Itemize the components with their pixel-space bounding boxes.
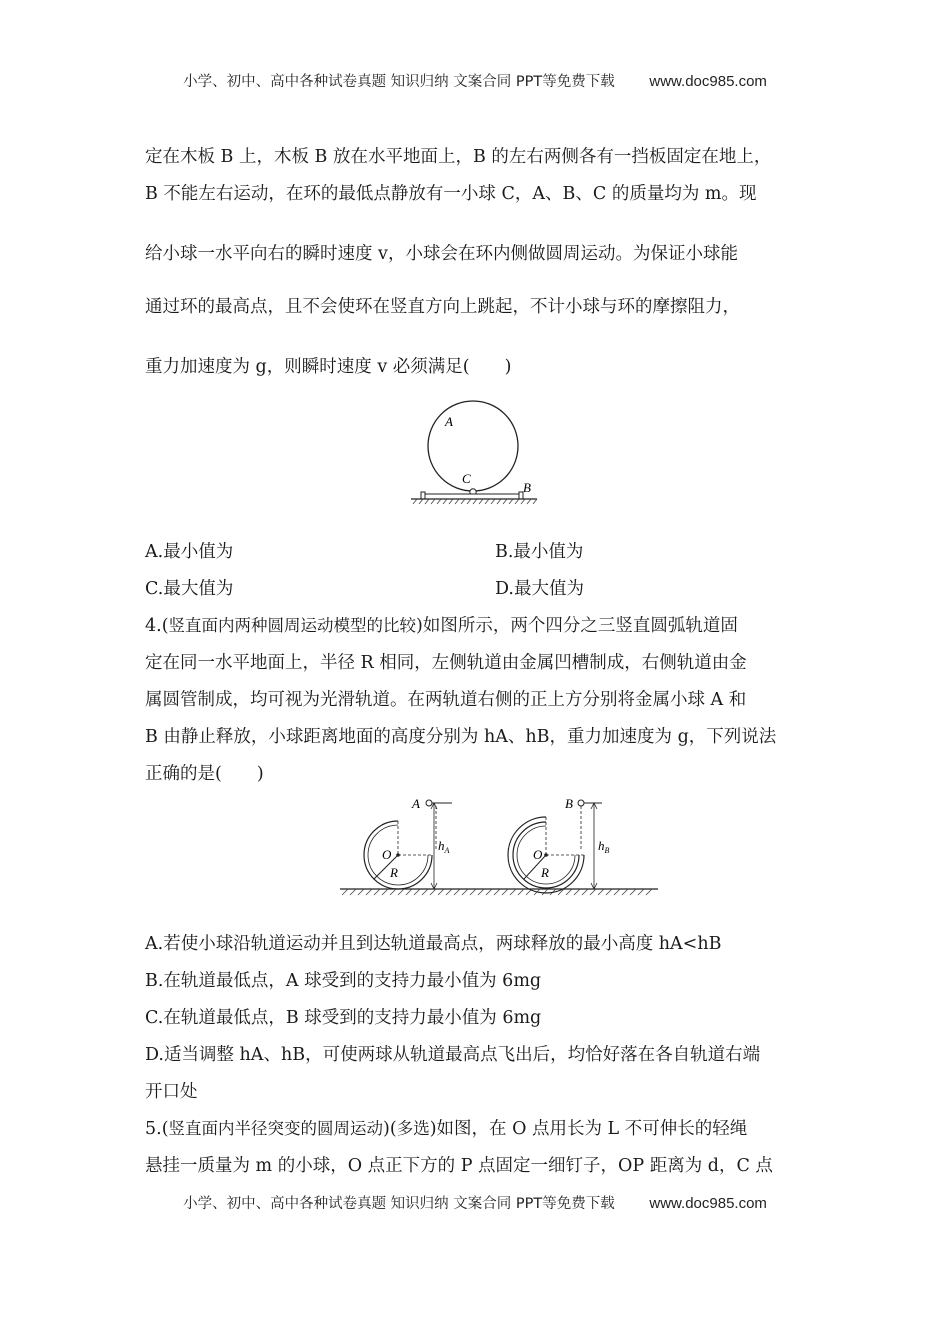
q4-line-4: B 由静止释放，小球距离地面的高度分别为 hA、hB，重力加速度为 g，下列说法 (145, 727, 777, 747)
q4-line-2: 定在同一水平地面上，半径 R 相同，左侧轨道由金属凹槽制成，右侧轨道由金 (145, 653, 747, 673)
hb-subscript: B (604, 846, 610, 855)
fig-label-b: B (565, 796, 573, 811)
label-b: B (523, 480, 531, 495)
q5-line-1-rest: )如图，在 O 点用长为 L 不可伸长的轻绳 (429, 1119, 748, 1139)
board-b (423, 494, 521, 499)
q3-line-1: 定在木板 B 上，木板 B 放在水平地面上，B 的左右两侧各有一挡板固定在地上， (145, 147, 772, 167)
label-a: A (445, 414, 453, 429)
label-c: C (462, 471, 471, 486)
ha-letter: h (438, 838, 445, 853)
ground-hatch (342, 889, 652, 895)
q5-mid: )( (383, 1119, 397, 1139)
q3-line-3: 给小球一水平向右的瞬时速度 v，小球会在环内侧做圆周运动。为保证小球能 (145, 244, 738, 264)
fig-label-o2: O (533, 847, 543, 862)
q4-line-1 (145, 615, 738, 637)
q4-option-b[interactable]: B.在轨道最低点，A 球受到的支持力最小值为 6mg (145, 971, 542, 991)
header-site[interactable]: www.doc985.com (649, 73, 767, 90)
q4-line-3: 属圆管制成，均可视为光滑轨道。在两轨道右侧的正上方分别将金属小球 A 和 (145, 690, 747, 710)
q3-option-a[interactable]: A.最小值为 (145, 542, 234, 562)
q3-option-d[interactable]: D.最大值为 (495, 579, 584, 599)
two-tracks-figure (340, 795, 660, 905)
header-text: 小学、初中、高中各种试卷真题 知识归纳 文案合同 PPT等免费下载 (183, 74, 615, 90)
footer-text: 小学、初中、高中各种试卷真题 知识归纳 文案合同 PPT等免费下载 (183, 1196, 615, 1212)
q4-option-d-cont: 开口处 (145, 1082, 198, 1102)
q3-line-5: 重力加速度为 g，则瞬时速度 v 必须满足( ) (145, 357, 512, 377)
q5-line-2: 悬挂一质量为 m 的小球，O 点正下方的 P 点固定一细钉子，OP 距离为 d，C 点 (145, 1156, 773, 1176)
q5-number: 5.( (145, 1119, 169, 1139)
ball-a (426, 800, 432, 806)
q5-multi-tag: 多选 (396, 1119, 430, 1138)
q3-line-2: B 不能左右运动，在环的最低点静放有一小球 C，A、B、C 的质量均为 m。现 (145, 184, 757, 204)
q5-line-1 (145, 1118, 747, 1140)
q4-line-5: 正确的是( ) (145, 764, 264, 784)
q4-number: 4.( (145, 616, 169, 636)
ring-on-board-figure (405, 400, 545, 510)
fig-label-a: A (412, 796, 420, 811)
q4-line-1-rest: )如图所示，两个四分之三竖直圆弧轨道固 (416, 616, 738, 636)
ground-hatch (413, 499, 537, 504)
q4-option-d[interactable]: D.适当调整 hA、hB，可使两球从轨道最高点飞出后，均恰好落在各自轨道右端 (145, 1045, 761, 1065)
q4-option-a[interactable]: A.若使小球沿轨道运动并且到达轨道最高点，两球释放的最小高度 hA<hB (145, 934, 722, 954)
fig-label-o1: O (382, 847, 392, 862)
hb-letter: h (598, 838, 605, 853)
page-footer (0, 1192, 950, 1213)
page-header (0, 70, 950, 91)
ha-subscript: A (444, 846, 450, 855)
q3-option-b[interactable]: B.最小值为 (495, 542, 584, 562)
ring (428, 401, 518, 491)
q3-option-c[interactable]: C.最大值为 (145, 579, 234, 599)
q3-line-4: 通过环的最高点，且不会使环在竖直方向上跳起，不计小球与环的摩擦阻力， (145, 297, 740, 317)
q4-topic-tag: 竖直面内两种圆周运动模型的比较 (168, 616, 417, 635)
q4-option-c[interactable]: C.在轨道最低点，B 球受到的支持力最小值为 6mg (145, 1008, 542, 1028)
fig-label-r1: R (390, 865, 398, 880)
fig-label-r2: R (541, 865, 549, 880)
left-stop (421, 492, 425, 499)
fig-label-ha (438, 838, 450, 855)
q5-topic-tag: 竖直面内半径突变的圆周运动 (168, 1119, 384, 1138)
footer-site[interactable]: www.doc985.com (649, 1195, 767, 1212)
ball-b (578, 800, 584, 806)
fig-label-hb (598, 838, 610, 855)
